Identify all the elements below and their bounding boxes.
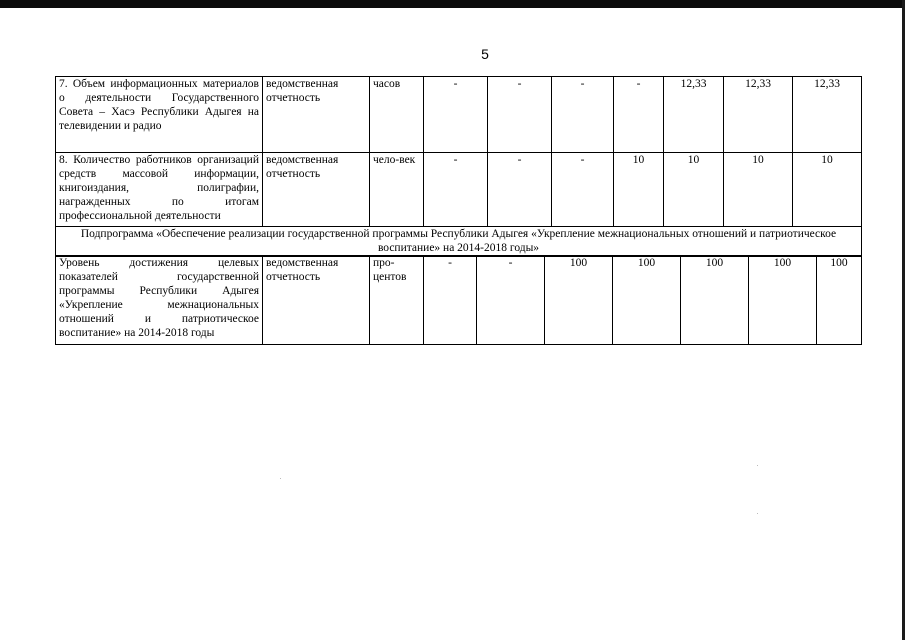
value-cell: - [552, 77, 614, 153]
indicator-description: Уровень достижения целевых показателей государственной программы Республики Адыгея «Укрепление межнациональных отношений и патриотическое воспитание» на 2014-2018 годы [56, 256, 263, 345]
unit: чело-век [370, 153, 424, 227]
page-number: 5 [481, 46, 489, 62]
value-cell: 10 [793, 153, 862, 227]
unit: часов [370, 77, 424, 153]
data-source: ведомственная отчетность [263, 256, 370, 345]
value-cell: - [488, 153, 552, 227]
value-cell: 12,33 [793, 77, 862, 153]
value-cell: - [614, 77, 664, 153]
value-cell: - [552, 153, 614, 227]
value-cell: 100 [749, 256, 817, 345]
value-cell: 100 [545, 256, 613, 345]
value-cell: - [488, 77, 552, 153]
indicators-table-continued [55, 255, 862, 345]
value-cell: 100 [681, 256, 749, 345]
data-source: ведомственная отчетность [263, 153, 370, 227]
subprogram-row [56, 227, 862, 257]
scan-speck [280, 478, 281, 479]
table-row [56, 256, 862, 345]
scan-speck [757, 465, 758, 466]
subprogram-title: Подпрограмма «Обеспечение реализации государственной программы Республики Адыгея «Укрепление межнациональных отношений и патриотическое воспитание» на 2014-2018 годы» [56, 227, 862, 257]
value-cell: - [424, 256, 477, 345]
indicators-table [55, 76, 862, 257]
value-cell: 12,33 [664, 77, 724, 153]
table-row [56, 153, 862, 227]
table-row [56, 77, 862, 153]
value-cell: - [424, 153, 488, 227]
value-cell: 100 [613, 256, 681, 345]
value-cell: 100 [817, 256, 862, 345]
unit: про-центов [370, 256, 424, 345]
value-cell: 10 [724, 153, 793, 227]
indicator-description: 7. Объем информационных материалов о деятельности Государственного Совета – Хасэ Республики Адыгея на телевидении и радио [56, 77, 263, 153]
value-cell: - [477, 256, 545, 345]
scan-speck [757, 513, 758, 514]
value-cell: 12,33 [724, 77, 793, 153]
indicator-description: 8. Количество работников организаций средств массовой информации, книгоиздания, полиграфии, награжденных по итогам профессиональной деятельности [56, 153, 263, 227]
value-cell: 10 [664, 153, 724, 227]
scan-top-border [0, 0, 905, 8]
value-cell: 10 [614, 153, 664, 227]
data-source: ведомственная отчетность [263, 77, 370, 153]
value-cell: - [424, 77, 488, 153]
